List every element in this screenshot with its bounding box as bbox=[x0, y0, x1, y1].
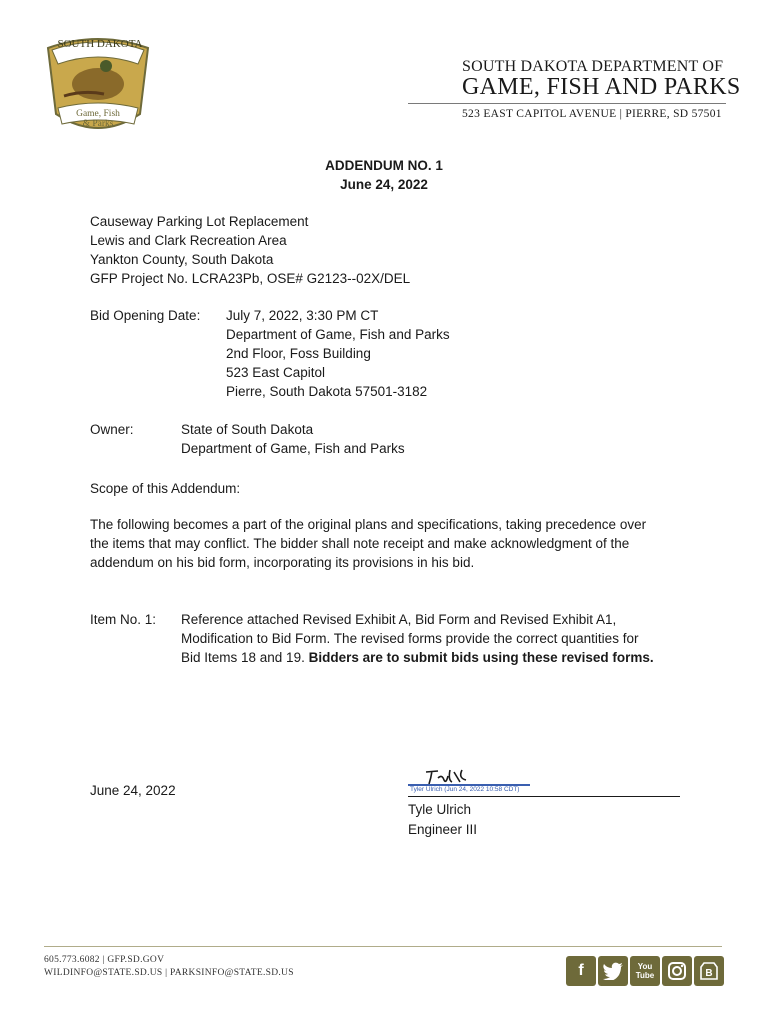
logo-bottom-text-line: Game, Fish bbox=[76, 109, 120, 119]
item-line-bold: Bidders are to submit bids using these revised forms. bbox=[308, 650, 654, 665]
owner-details bbox=[181, 420, 405, 458]
signature-image bbox=[422, 766, 472, 786]
youtube-icon[interactable] bbox=[630, 956, 660, 986]
signature-line bbox=[408, 796, 680, 797]
scope-paragraph bbox=[90, 515, 646, 572]
bid-opening-line: Department of Game, Fish and Parks bbox=[226, 327, 450, 342]
owner-line: State of South Dakota bbox=[181, 422, 314, 437]
scope-line: The following becomes a part of the original plans and specifications, taking precedence over bbox=[90, 517, 647, 532]
scope-line: the items that may conflict. The bidder shall note receipt and make acknowledgment of the bbox=[90, 536, 630, 551]
youtube-text: You bbox=[637, 962, 653, 971]
project-line: Yankton County, South Dakota bbox=[90, 252, 274, 267]
bid-opening-line: 2nd Floor, Foss Building bbox=[226, 346, 371, 361]
item-line: Reference attached Revised Exhibit A, Bid Form and Revised Exhibit A1, bbox=[181, 612, 617, 627]
scope-heading: Scope of this Addendum: bbox=[90, 481, 241, 496]
footer-contact bbox=[44, 954, 294, 980]
bid-opening-line: Pierre, South Dakota 57501-3182 bbox=[226, 384, 428, 399]
header-divider bbox=[408, 103, 726, 104]
header-agency-name: GAME, FISH AND PARKS bbox=[462, 74, 741, 100]
facebook-icon[interactable]: f bbox=[566, 956, 596, 986]
signer-title: Engineer III bbox=[408, 822, 478, 837]
bid-opening-line: 523 East Capitol bbox=[226, 365, 326, 380]
item-line: Modification to Bid Form. The revised forms provide the correct quantities for bbox=[181, 631, 639, 646]
logo-top-text: SOUTH DAKOTA bbox=[57, 38, 143, 50]
esign-stamp: Tyler Ulrich (Jun 24, 2022 10:58 CDT) bbox=[410, 786, 520, 793]
svg-text:B: B bbox=[705, 968, 713, 979]
project-line: GFP Project No. LCRA23Pb, OSE# G2123--02X/DEL bbox=[90, 271, 411, 286]
item-line bbox=[181, 648, 654, 667]
blog-icon[interactable] bbox=[694, 956, 724, 986]
owner-label: Owner: bbox=[90, 422, 134, 437]
youtube-text: Tube bbox=[635, 971, 655, 980]
instagram-icon[interactable] bbox=[662, 956, 692, 986]
bid-opening-label: Bid Opening Date: bbox=[90, 308, 201, 323]
bid-opening-details bbox=[226, 306, 450, 401]
item-text bbox=[181, 610, 654, 667]
project-line: Causeway Parking Lot Replacement bbox=[90, 214, 309, 229]
signer-name: Tyle Ulrich bbox=[408, 802, 472, 817]
header-address: 523 EAST CAPITOL AVENUE | PIERRE, SD 57501 bbox=[462, 108, 722, 120]
footer-divider bbox=[44, 946, 722, 947]
gfp-logo bbox=[44, 34, 152, 138]
header-dept-line: SOUTH DAKOTA DEPARTMENT OF bbox=[462, 58, 724, 75]
footer-contact-line: WILDINFO@STATE.SD.US | PARKSINFO@STATE.SD.US bbox=[44, 968, 294, 978]
addendum-date: June 24, 2022 bbox=[340, 177, 428, 192]
scope-line: addendum on his bid form, incorporating its provisions in his bid. bbox=[90, 555, 475, 570]
footer-contact-line: 605.773.6082 | GFP.SD.GOV bbox=[44, 955, 165, 965]
item-line-plain: Bid Items 18 and 19. bbox=[181, 650, 309, 665]
twitter-icon[interactable] bbox=[598, 956, 628, 986]
sign-date: June 24, 2022 bbox=[90, 783, 176, 798]
logo-bottom-text-line: & Parks bbox=[82, 119, 114, 129]
project-line: Lewis and Clark Recreation Area bbox=[90, 233, 287, 248]
project-info bbox=[90, 212, 410, 288]
item-label: Item No. 1: bbox=[90, 612, 157, 627]
bid-opening-line: July 7, 2022, 3:30 PM CT bbox=[226, 308, 379, 323]
addendum-title: ADDENDUM NO. 1 bbox=[325, 158, 443, 173]
owner-line: Department of Game, Fish and Parks bbox=[181, 441, 405, 456]
logo-bottom-text bbox=[64, 109, 132, 129]
